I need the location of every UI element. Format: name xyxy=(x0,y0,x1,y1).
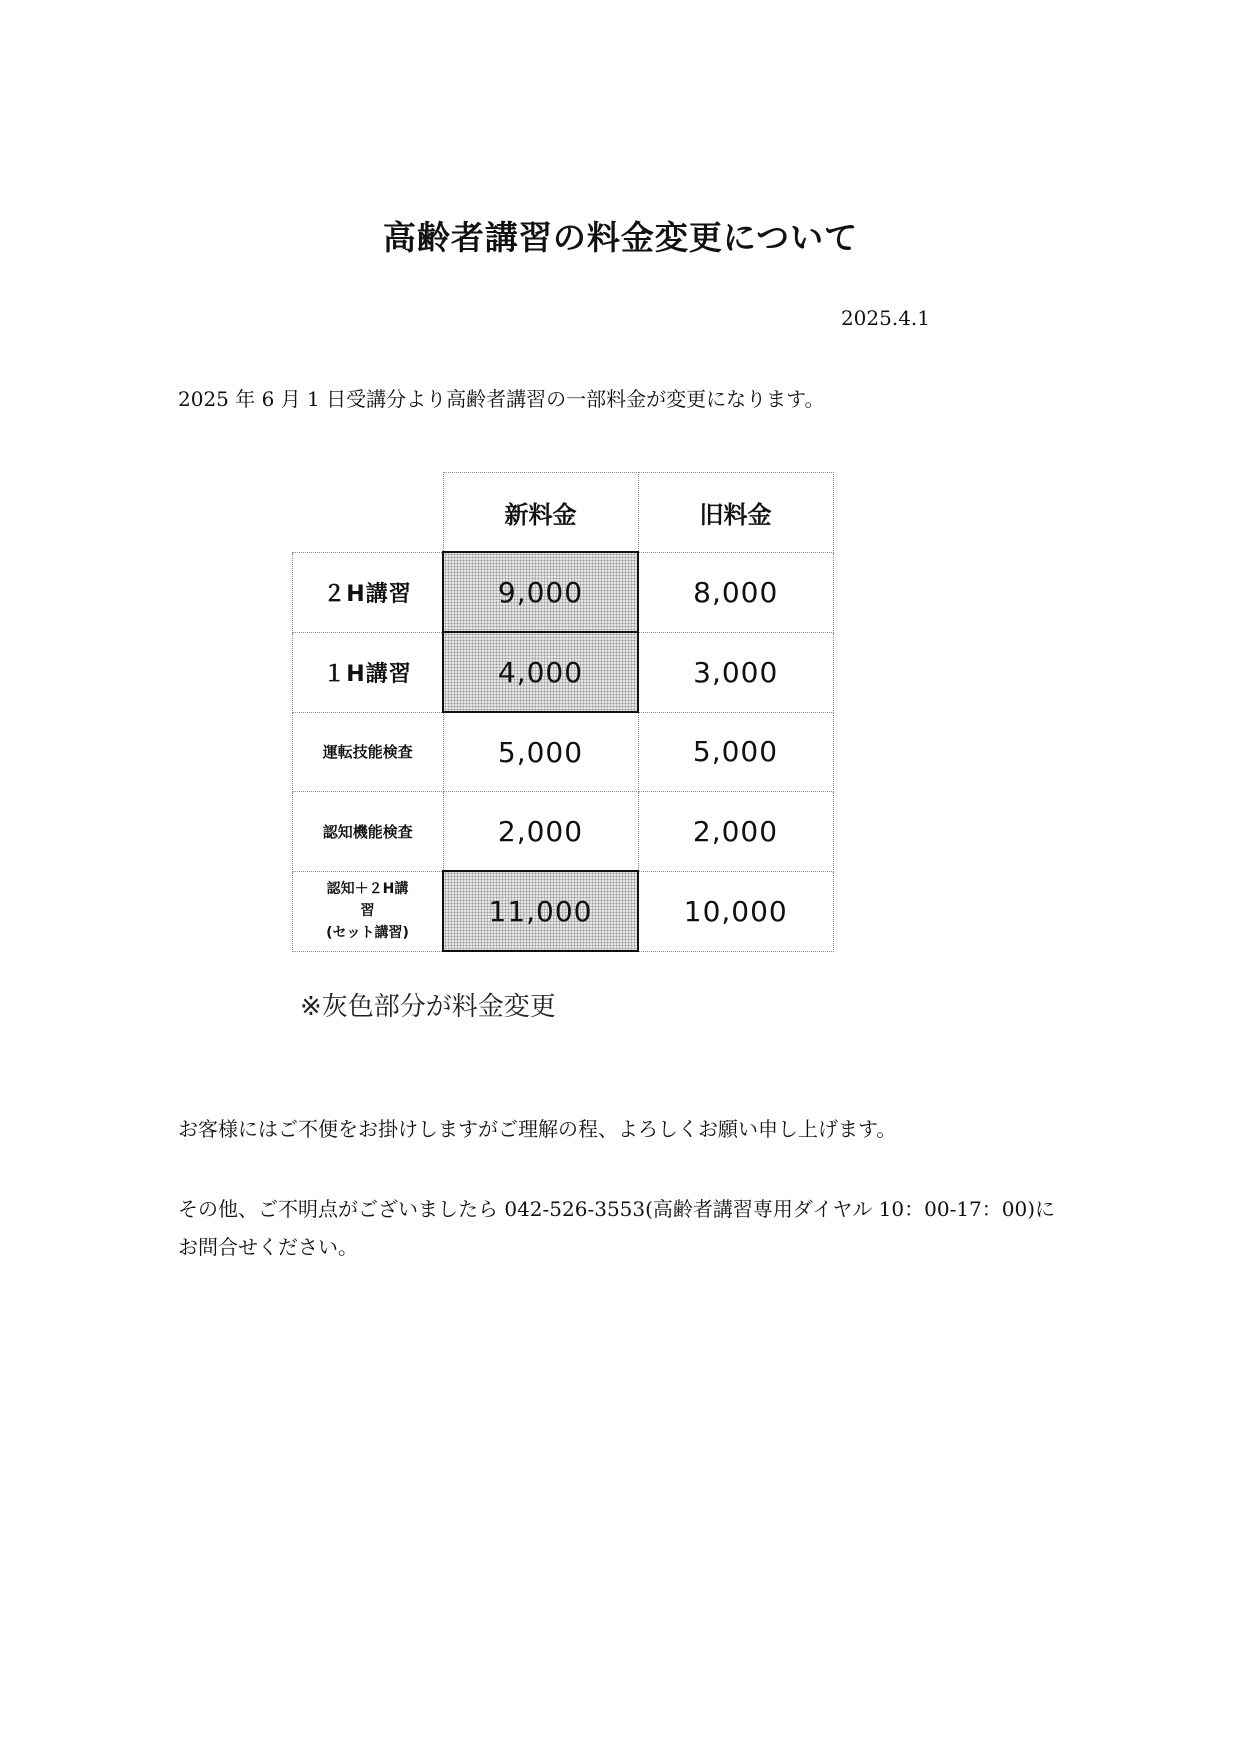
new-fee-2h-course: 9,000 xyxy=(443,552,638,632)
row-label-set-course xyxy=(293,871,444,951)
header-blank-cell xyxy=(293,473,444,553)
row-label-1h-course: １H講習 xyxy=(293,632,444,712)
table-row xyxy=(293,712,834,792)
new-fee-1h-course: 4,000 xyxy=(443,632,638,712)
contact-paragraph: その他、ご不明点がございましたら 042-526-3553(高齢者講習専用ダイヤル 10：00-17：00)にお問合せください。 xyxy=(178,1197,1056,1259)
table-row xyxy=(293,792,834,872)
old-fee-cognitive-test: 2,000 xyxy=(638,792,833,872)
header-old-fee: 旧料金 xyxy=(638,473,833,553)
new-fee-driving-test: 5,000 xyxy=(443,712,638,792)
row-label-driving-test: 運転技能検査 xyxy=(293,712,444,792)
header-new-fee: 新料金 xyxy=(443,473,638,553)
old-fee-2h-course: 8,000 xyxy=(638,552,833,632)
set-course-label-line1: 認知＋２H講 xyxy=(326,881,409,897)
set-course-label-line3: (セット講習) xyxy=(326,925,409,941)
table-row xyxy=(293,871,834,951)
table-row xyxy=(293,632,834,712)
document-title: 高齢者講習の料金変更について xyxy=(382,218,859,257)
fee-table-header-row xyxy=(293,473,834,553)
fee-change-note: ※灰色部分が料金変更 xyxy=(300,992,556,1022)
new-fee-set-course: 11,000 xyxy=(443,871,638,951)
document-date: 2025.4.1 xyxy=(840,306,930,330)
set-course-label-line2: 習 xyxy=(360,903,375,919)
old-fee-driving-test: 5,000 xyxy=(638,712,833,792)
row-label-cognitive-test: 認知機能検査 xyxy=(293,792,444,872)
table-row xyxy=(293,552,834,632)
row-label-2h-course: ２H講習 xyxy=(293,552,444,632)
old-fee-set-course: 10,000 xyxy=(638,871,833,951)
fee-table xyxy=(292,472,834,952)
intro-paragraph: 2025 年 6 月 1 日受講分より高齢者講習の一部料金が変更になります。 xyxy=(178,387,825,411)
old-fee-1h-course: 3,000 xyxy=(638,632,833,712)
new-fee-cognitive-test: 2,000 xyxy=(443,792,638,872)
apology-paragraph: お客様にはご不便をお掛けしますがご理解の程、よろしくお願い申し上げます。 xyxy=(178,1117,897,1141)
